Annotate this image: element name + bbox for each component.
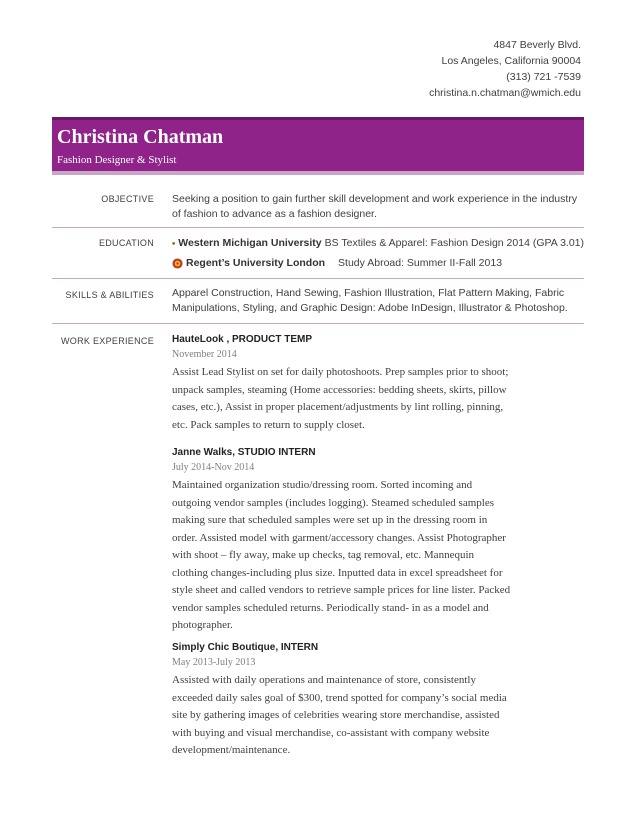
skills-section xyxy=(52,286,584,320)
section-divider xyxy=(52,323,584,324)
job-description: Maintained organization studio/dressing room. Sorted incoming and outgoing vendor samples (includes logging). Steamed scheduled samples making sure that scheduled samples were set up in the dressing room in order. Assisted model with garment/accessory changes. Assist Photographer with shoot – fly away, make up checks, tag removal, etc. Mannequin clothing changes-including plus size. Inputted data in excel spreadsheet for style sheet and called vendors to retrieve sample prices for line lister. Packed vendor samples scheduled returns. Periodically stand- in as a model and photographer. xyxy=(172,479,511,631)
education-item xyxy=(172,234,584,252)
education-list xyxy=(172,234,584,272)
work-label: WORK EXPERIENCE xyxy=(60,336,154,346)
person-name: Christina Chatman xyxy=(57,126,224,148)
objective-text: Seeking a position to gain further skill development and work experience in the industry of fashion to advance as a fashion designer. xyxy=(172,193,578,220)
job-description: Assist Lead Stylist on set for daily photoshoots. Prep samples prior to shoot; unpack samples, steaming (Home accessories: bedding sheets, skirts, pillow cases, etc.), Assist in proper placement/adjustments by lint rolling, pinning, etc. Pack samples to return to supply closet. xyxy=(172,366,509,431)
education-school: Western Michigan University xyxy=(178,236,322,249)
job-title: Simply Chic Boutique, INTERN xyxy=(172,642,319,653)
education-section xyxy=(52,234,584,274)
person-tagline: Fashion Designer & Stylist xyxy=(57,154,177,166)
education-school: Regent’s University London xyxy=(186,256,326,269)
contact-block xyxy=(429,37,581,101)
objective-label: OBJECTIVE xyxy=(101,194,154,204)
university-shield-icon xyxy=(172,238,175,249)
job-title: Janne Walks, STUDIO INTERN xyxy=(172,447,316,458)
name-banner xyxy=(52,117,584,175)
skills-label: SKILLS & ABILITIES xyxy=(65,290,154,300)
contact-city: Los Angeles, California 90004 xyxy=(441,55,581,67)
job-entry xyxy=(172,334,512,434)
education-detail: BS Textiles & Apparel: Fashion Design 2014 (GPA 3.01) xyxy=(324,236,584,249)
job-dates: May 2013-July 2013 xyxy=(172,657,256,668)
education-item xyxy=(172,254,584,272)
objective-section xyxy=(52,192,584,226)
university-crest-icon xyxy=(172,258,183,269)
job-dates: November 2014 xyxy=(172,349,237,360)
job-dates: July 2014-Nov 2014 xyxy=(172,462,255,473)
education-label: EDUCATION xyxy=(98,238,154,248)
section-divider xyxy=(52,278,584,279)
section-divider xyxy=(52,227,584,228)
contact-street: 4847 Beverly Blvd. xyxy=(493,39,581,51)
contact-phone: (313) 721 -7539 xyxy=(506,71,581,83)
education-detail: Study Abroad: Summer II-Fall 2013 xyxy=(338,256,503,269)
job-entry xyxy=(172,447,512,635)
contact-email: christina.n.chatman@wmich.edu xyxy=(429,87,581,99)
job-title: HauteLook , PRODUCT TEMP xyxy=(172,334,313,345)
job-entry xyxy=(172,642,512,760)
skills-text: Apparel Construction, Hand Sewing, Fashion Illustration, Flat Pattern Making, Fabric Manipulations, Styling, and Graphic Design: Adobe InDesign, Illustrator & Photoshop. xyxy=(172,287,568,314)
job-description: Assisted with daily operations and maintenance of store, consistently exceeded daily sales goal of $300, trend spotted for company’s social media site by gathering images of celebrities wearing store merchandise, assisted with buying and visual merchandise, co-assistant with company website development/maintenance. xyxy=(172,674,507,756)
